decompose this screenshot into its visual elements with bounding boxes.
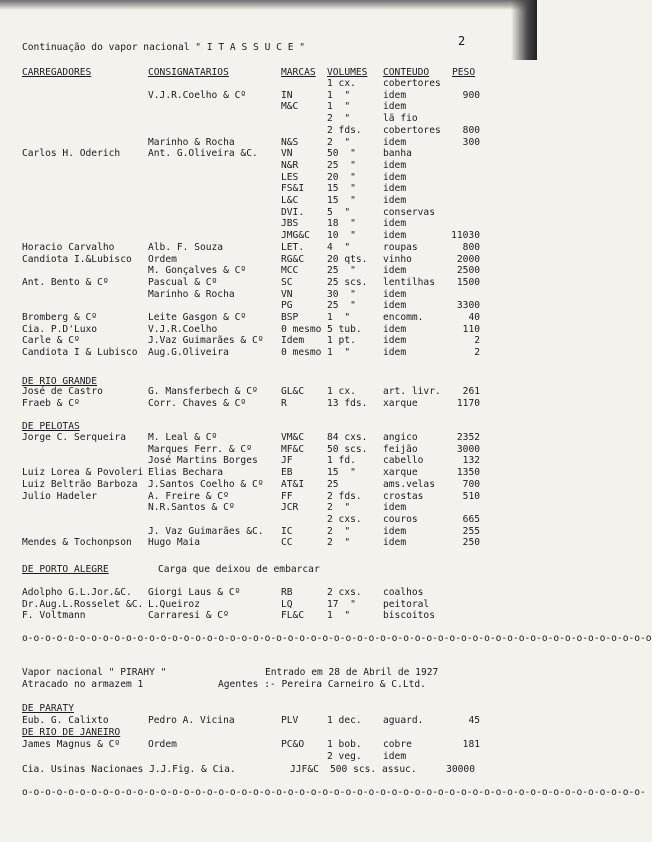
cell-weight: 800 — [462, 124, 480, 136]
cell-content: idem — [383, 537, 407, 549]
cell-consignee: Ordem — [148, 253, 177, 265]
cell-mark: EB — [281, 467, 293, 479]
cell-volume: 18 " — [327, 218, 356, 230]
vessel-name: Vapor nacional " PIRAHY " — [22, 667, 167, 678]
cell-mark: L&C — [281, 195, 299, 206]
cell-mark: DVI. — [281, 206, 305, 218]
col-header-carregadores: CARREGADORES — [22, 67, 92, 78]
porto-alegre-note: Carga que deixou de embarcar — [158, 564, 320, 575]
cell-content: idem — [383, 288, 407, 300]
cell-consignee: Alb. F. Souza — [148, 241, 224, 253]
cell-consignee: José Martins Borges — [148, 455, 258, 467]
cell-consignee: V.J.R.Coelho — [148, 323, 218, 335]
cell-consignee: L.Queiroz — [148, 598, 200, 610]
cell-consignee: Leite Gasgon & Cº — [148, 312, 247, 323]
cell-volume: 17 " — [327, 598, 356, 610]
cell-volume: 4 " — [327, 241, 351, 253]
separator-line-bottom: o-o-o-o-o-o-o-o-o-o-o-o-o-o-o-o-o-o-o-o-o-o-o-o-o-o-o-o-o-o-o-o-o-o-o-o-o-o-o-o-o-o-o-o-o-o-o-o-o-o-o-o-o-o- — [22, 787, 646, 798]
section-heading-porto-alegre: DE PORTO ALEGRE — [22, 564, 109, 575]
cell-content: biscoitos — [383, 610, 435, 622]
cell-volume: 30 " — [327, 288, 356, 300]
cell-volume: 2 " — [327, 525, 351, 537]
cell-consignee: J.Santos Coelho & Cº — [148, 478, 264, 490]
cell-content: feijão — [383, 443, 418, 455]
cell-weight: 2500 — [456, 265, 480, 277]
cell-volume: 2 fds. — [327, 124, 362, 136]
cell-content: idem — [383, 101, 407, 113]
cell-mark: PLV — [281, 715, 299, 726]
cell-mark: PC&O — [281, 739, 305, 750]
cell-volume: 2 " — [327, 502, 351, 514]
usinas-shipper: Cia. Usinas Nacionaes J.J.Fig. & Cia. — [22, 764, 236, 775]
cell-content: conservas — [383, 206, 435, 218]
cell-volume: 10 " — [327, 230, 356, 242]
cell-content: idem — [383, 750, 407, 762]
cell-mark: MF&C — [281, 443, 305, 455]
cell-weight: 250 — [462, 537, 480, 549]
cell-consignee: Giorgi Laus & Cº — [148, 587, 241, 598]
cell-volume: 1 fd. — [327, 455, 356, 467]
cell-volume: 25 " — [327, 159, 356, 171]
cell-volume: 1 " — [327, 101, 351, 113]
cell-volume: 2 " — [327, 136, 351, 148]
cell-content: idem — [383, 347, 407, 359]
cell-mark: RG&C — [281, 253, 305, 265]
cell-content: roupas — [383, 241, 418, 253]
cell-content: art. livr. — [383, 386, 441, 397]
cell-consignee: Ant. G.Oliveira &C. — [148, 148, 258, 160]
cell-mark: MCC — [281, 265, 299, 277]
cell-volume: 20 " — [327, 171, 356, 183]
page-edge-shadow-right — [511, 0, 537, 60]
vessel-berth: Atracado no armazem 1 — [22, 679, 144, 690]
cell-content: idem — [383, 195, 407, 206]
cell-weight: 1350 — [456, 467, 480, 479]
cell-weight: 510 — [462, 490, 480, 502]
cell-content: idem — [383, 300, 407, 312]
cell-shipper: Adolpho G.L.Jor.&C. — [22, 587, 132, 598]
cell-content: angico — [383, 432, 418, 443]
cell-consignee: M. Leal & Cº — [148, 432, 218, 443]
cell-content: idem — [383, 525, 407, 537]
cell-volume: 2 veg. — [327, 750, 362, 762]
section-heading-rio-de-janeiro: DE RIO DE JANEIRO — [22, 727, 121, 738]
cell-volume: 2 " — [327, 537, 351, 549]
cell-weight: 1500 — [456, 276, 480, 288]
cell-weight: 132 — [462, 455, 480, 467]
cell-volume: 15 " — [327, 467, 356, 479]
cell-content: ams.velas — [383, 478, 435, 490]
cell-weight: 900 — [462, 89, 480, 101]
cell-consignee: Aug.G.Oliveira — [148, 347, 229, 359]
cell-mark: PG — [281, 300, 293, 312]
col-header-peso: PESO — [452, 67, 476, 78]
vessel-arrival-date: Entrado em 28 de Abril de 1927 — [265, 667, 439, 678]
cell-content: idem — [383, 159, 407, 171]
section-heading-rio-grande: DE RIO GRANDE — [22, 376, 98, 387]
cell-shipper: Cia. P.D'Luxo — [22, 323, 98, 335]
cell-volume: 5 tub. — [327, 323, 362, 335]
cell-mark: FS&I — [281, 183, 305, 195]
cell-content: crostas — [383, 490, 424, 502]
cell-shipper: Luiz Lorea & Povoleri — [22, 467, 144, 479]
cell-volume: 1 cx. — [327, 386, 356, 397]
cell-weight: 110 — [462, 323, 480, 335]
cell-shipper: F. Voltmann — [22, 610, 86, 622]
cell-volume: 50 scs. — [327, 443, 368, 455]
cell-volume: 1 " — [327, 89, 351, 101]
cell-volume: 15 " — [327, 195, 356, 206]
cell-content: idem — [383, 323, 407, 335]
cell-weight: 255 — [462, 525, 480, 537]
cell-weight: 800 — [462, 241, 480, 253]
cell-shipper: Bromberg & Cº — [22, 312, 98, 323]
page-title: Continuação do vapor nacional " I T A S S U C E " — [22, 42, 306, 53]
cell-shipper: Ant. Bento & Cº — [22, 276, 109, 288]
cell-shipper: Candiota I & Lubisco — [22, 347, 138, 359]
cell-content: idem — [383, 89, 407, 101]
cell-volume: 15 " — [327, 183, 356, 195]
cell-mark: JBS — [281, 218, 299, 230]
cell-consignee: Carraresi & Cº — [148, 610, 229, 622]
cell-mark: 0 mesmo — [281, 323, 322, 335]
vessel-agents: Agentes :- Pereira Carneiro & C.Ltd. — [218, 679, 426, 690]
cell-volume: 13 fds. — [327, 397, 368, 409]
col-header-conteudo: CONTEUDO — [383, 67, 430, 78]
cell-weight: 40 — [468, 312, 480, 323]
cell-content: aguard. — [383, 715, 424, 726]
cell-content: lã fio — [383, 113, 418, 125]
cell-mark: N&S — [281, 136, 299, 148]
cell-content: xarque — [383, 467, 418, 479]
cell-weight: 2 — [474, 347, 480, 359]
cell-mark: LET. — [281, 241, 305, 253]
cell-content: cobertores — [383, 124, 441, 136]
cell-content: lentilhas — [383, 276, 435, 288]
cell-content: idem — [383, 136, 407, 148]
cell-consignee: V.J.R.Coelho & Cº — [148, 89, 247, 101]
cell-mark: BSP — [281, 312, 299, 323]
page-edge-shadow — [0, 0, 537, 10]
cell-mark: CC — [281, 537, 293, 549]
cell-content: idem — [383, 335, 407, 347]
cell-consignee: Hugo Maia — [148, 537, 200, 549]
cell-shipper: Candiota I.&Lubisco — [22, 253, 132, 265]
cell-content: peitoral — [383, 598, 430, 610]
cell-mark: GL&C — [281, 386, 305, 397]
cell-content: idem — [383, 265, 407, 277]
cell-shipper: José de Castro — [22, 386, 103, 397]
cell-mark: LES — [281, 171, 299, 183]
col-header-consignatarios: CONSIGNATARIOS — [148, 67, 229, 78]
cell-volume: 2 cxs. — [327, 587, 362, 598]
cell-volume: 25 scs. — [327, 276, 368, 288]
cell-weight: 2000 — [456, 253, 480, 265]
cell-content: couros — [383, 513, 418, 525]
cell-volume: 2 fds. — [327, 490, 362, 502]
cell-weight: 1170 — [456, 397, 480, 409]
cell-volume: 2 " — [327, 113, 351, 125]
cell-volume: 2 cxs. — [327, 513, 362, 525]
cell-weight: 3000 — [456, 443, 480, 455]
cell-consignee: G. Mansferbech & Cº — [148, 386, 258, 397]
cell-volume: 84 cxs. — [327, 432, 368, 443]
cell-volume: 1 dec. — [327, 715, 362, 726]
cell-mark: IN — [281, 89, 293, 101]
cell-consignee: Marinho & Rocha — [148, 288, 235, 300]
cell-mark: 0 mesmo — [281, 347, 322, 359]
cell-volume: 20 qts. — [327, 253, 368, 265]
cell-mark: IC — [281, 525, 293, 537]
cell-mark: VN — [281, 148, 293, 160]
cell-mark: LQ — [281, 598, 293, 610]
cell-consignee: Ordem — [148, 739, 177, 750]
usinas-content: assuc. — [382, 764, 417, 775]
section-heading-paraty: DE PARATY — [22, 703, 74, 714]
cell-mark: VM&C — [281, 432, 305, 443]
cell-content: cobertores — [383, 78, 441, 89]
cell-content: idem — [383, 171, 407, 183]
cell-volume: 1 " — [327, 610, 351, 622]
cell-consignee: M. Gonçalves & Cº — [148, 265, 247, 277]
cell-mark: AT&I — [281, 478, 305, 490]
cell-mark: N&R — [281, 159, 299, 171]
separator-line: o-o-o-o-o-o-o-o-o-o-o-o-o-o-o-o-o-o-o-o-o-o-o-o-o-o-o-o-o-o-o-o-o-o-o-o-o-o-o-o-o-o-o-o-o-o-o-o-o-o-o-o-o-o-o — [22, 633, 652, 644]
cell-content: idem — [383, 183, 407, 195]
col-header-marcas: MARCAS — [281, 67, 316, 78]
cell-weight: 11030 — [451, 230, 480, 242]
cell-shipper: Jorge C. Serqueira — [22, 432, 126, 443]
cell-content: cabello — [383, 455, 424, 467]
cell-volume: 25 " — [327, 265, 356, 277]
cell-shipper: Julio Hadeler — [22, 490, 98, 502]
cell-consignee: Marinho & Rocha — [148, 136, 235, 148]
cell-mark: SC — [281, 276, 293, 288]
cell-consignee: Pedro A. Vicina — [148, 715, 235, 726]
cell-content: idem — [383, 218, 407, 230]
usinas-weight: 30000 — [446, 764, 475, 775]
cell-weight: 665 — [462, 513, 480, 525]
cell-volume: 25 — [327, 478, 339, 490]
cell-shipper: Luiz Beltrão Barboza — [22, 478, 138, 490]
cell-mark: M&C — [281, 101, 299, 113]
cell-mark: JF — [281, 455, 293, 467]
cell-weight: 181 — [462, 739, 480, 750]
cell-volume: 25 " — [327, 300, 356, 312]
cell-content: banha — [383, 148, 412, 160]
cell-content: coalhos — [383, 587, 424, 598]
cell-consignee: Marques Ferr. & Cº — [148, 443, 252, 455]
cell-content: encomm. — [383, 312, 424, 323]
cell-mark: FL&C — [281, 610, 305, 622]
page-number: 2 — [458, 34, 466, 48]
cell-mark: RB — [281, 587, 293, 598]
section-heading-pelotas: DE PELOTAS — [22, 421, 80, 432]
cell-volume: 1 bob. — [327, 739, 362, 750]
cell-weight: 2352 — [456, 432, 480, 443]
cell-volume: 1 cx. — [327, 78, 356, 89]
cell-shipper: Eub. G. Calixto — [22, 715, 109, 726]
cell-volume: 50 " — [327, 148, 356, 160]
usinas-volume: 500 scs. — [330, 764, 377, 775]
cell-shipper: Dr.Aug.L.Rosselet &C. — [22, 598, 144, 610]
cell-volume: 1 pt. — [327, 335, 356, 347]
cell-weight: 300 — [462, 136, 480, 148]
cell-consignee: J. Vaz Guimarães &C. — [148, 525, 264, 537]
usinas-mark: JJF&C — [290, 764, 319, 775]
cell-content: xarque — [383, 397, 418, 409]
cell-consignee: A. Freire & Cº — [148, 490, 229, 502]
cell-volume: 1 " — [327, 347, 351, 359]
cell-shipper: Carlos H. Oderich — [22, 148, 121, 160]
cell-content: cobre — [383, 739, 412, 750]
cell-mark: Idem — [281, 335, 305, 347]
cell-shipper: James Magnus & Cº — [22, 739, 121, 750]
cell-content: idem — [383, 502, 407, 514]
cell-volume: 1 " — [327, 312, 351, 323]
cell-consignee: Corr. Chaves & Cº — [148, 397, 247, 409]
cell-shipper: Fraeb & Cº — [22, 397, 80, 409]
col-header-volumes: VOLUMES — [327, 67, 368, 78]
cell-content: vinho — [383, 253, 412, 265]
cell-weight: 3300 — [456, 300, 480, 312]
cell-consignee: N.R.Santos & Cº — [148, 502, 235, 514]
cell-weight: 2 — [474, 335, 480, 347]
cell-mark: VN — [281, 288, 293, 300]
cell-weight: 700 — [462, 478, 480, 490]
cell-mark: JMG&C — [281, 230, 310, 242]
cell-mark: R — [281, 397, 287, 409]
cell-shipper: Horacio Carvalho — [22, 241, 115, 253]
cell-shipper: Mendes & Tochonpson — [22, 537, 132, 549]
cell-content: idem — [383, 230, 407, 242]
cell-consignee: Elias Bechara — [148, 467, 224, 479]
cell-weight: 261 — [462, 386, 480, 397]
cell-consignee: Pascual & Cº — [148, 276, 218, 288]
cell-weight: 45 — [468, 715, 480, 726]
cell-mark: FF — [281, 490, 293, 502]
cell-shipper: Carle & Cº — [22, 335, 80, 347]
cell-mark: JCR — [281, 502, 299, 514]
cell-consignee: J.Vaz Guimarães & Cº — [148, 335, 264, 347]
cell-volume: 5 " — [327, 206, 351, 218]
